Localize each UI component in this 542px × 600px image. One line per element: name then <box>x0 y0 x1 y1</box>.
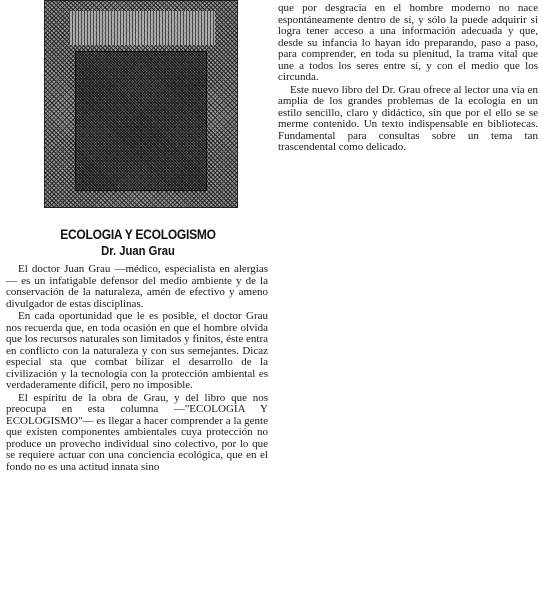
article-paragraph: El doctor Juan Grau —médico, especialista en alergias— es un infatigable defensor del medio ambiente y de la conservación de la naturaleza, amén de efectivo y ameno divulgador de estas disciplinas. <box>6 263 268 310</box>
book-author: Dr. Juan Grau <box>101 244 175 258</box>
right-article-text <box>278 3 538 155</box>
article-paragraph: El espíritu de la obra de Grau, y del libro que nos preocupa en esta columna —"ECOLOGIA Y ECOLOGISMO"— es llegar a hacer comprender a la gente que existen componentes ambientales cuya protección no produce un provecho individual sino colectivo, por lo que se requiere actuar con una conciencia ecológica, que en el fondo no es una actitud innata sino <box>6 391 268 473</box>
article-paragraph: Este nuevo libro del Dr. Grau ofrece al lector una vía en amplia de los grandes problemas de la ecología en un estilo sencillo, claro y didáctico, sin que por el ello se se merme contenido. Un texto indispensable en bibliotecas. Fundamental para consultas sobre un tema tan trascendental como delicado. <box>278 83 538 153</box>
cover-title-band <box>69 11 215 45</box>
book-title: ECOLOGIA Y ECOLOGISMO <box>60 226 216 242</box>
book-cover-image <box>44 0 238 208</box>
article-paragraph: que por desgracia en el hombre moderno no nace espontáneamente dentro de sí, y sólo la puede adquirir si logra tener acceso a una información adecuada y que, desde su infancia lo hayan ido preparando, paso a paso, para comprender, en toda su plenitud, la trama vital que une a todos los seres entre sí, y con el medio que los circunda. <box>278 2 538 83</box>
article-paragraph: En cada oportunidad que le es posible, el doctor Grau nos recuerda que, en toda ocasión en que el hombre olvida que los recursos naturales son limitados y finitos, éste entra en conflicto con la naturaleza y con sus semejantes. Dicaz especial sta que combat bilizar el desarrollo de la civilización y la tecnología con la protección ambiental es verdaderamente difícil, pero no imposible. <box>6 310 268 391</box>
left-article-text <box>6 264 268 474</box>
cover-illustration <box>75 51 207 191</box>
